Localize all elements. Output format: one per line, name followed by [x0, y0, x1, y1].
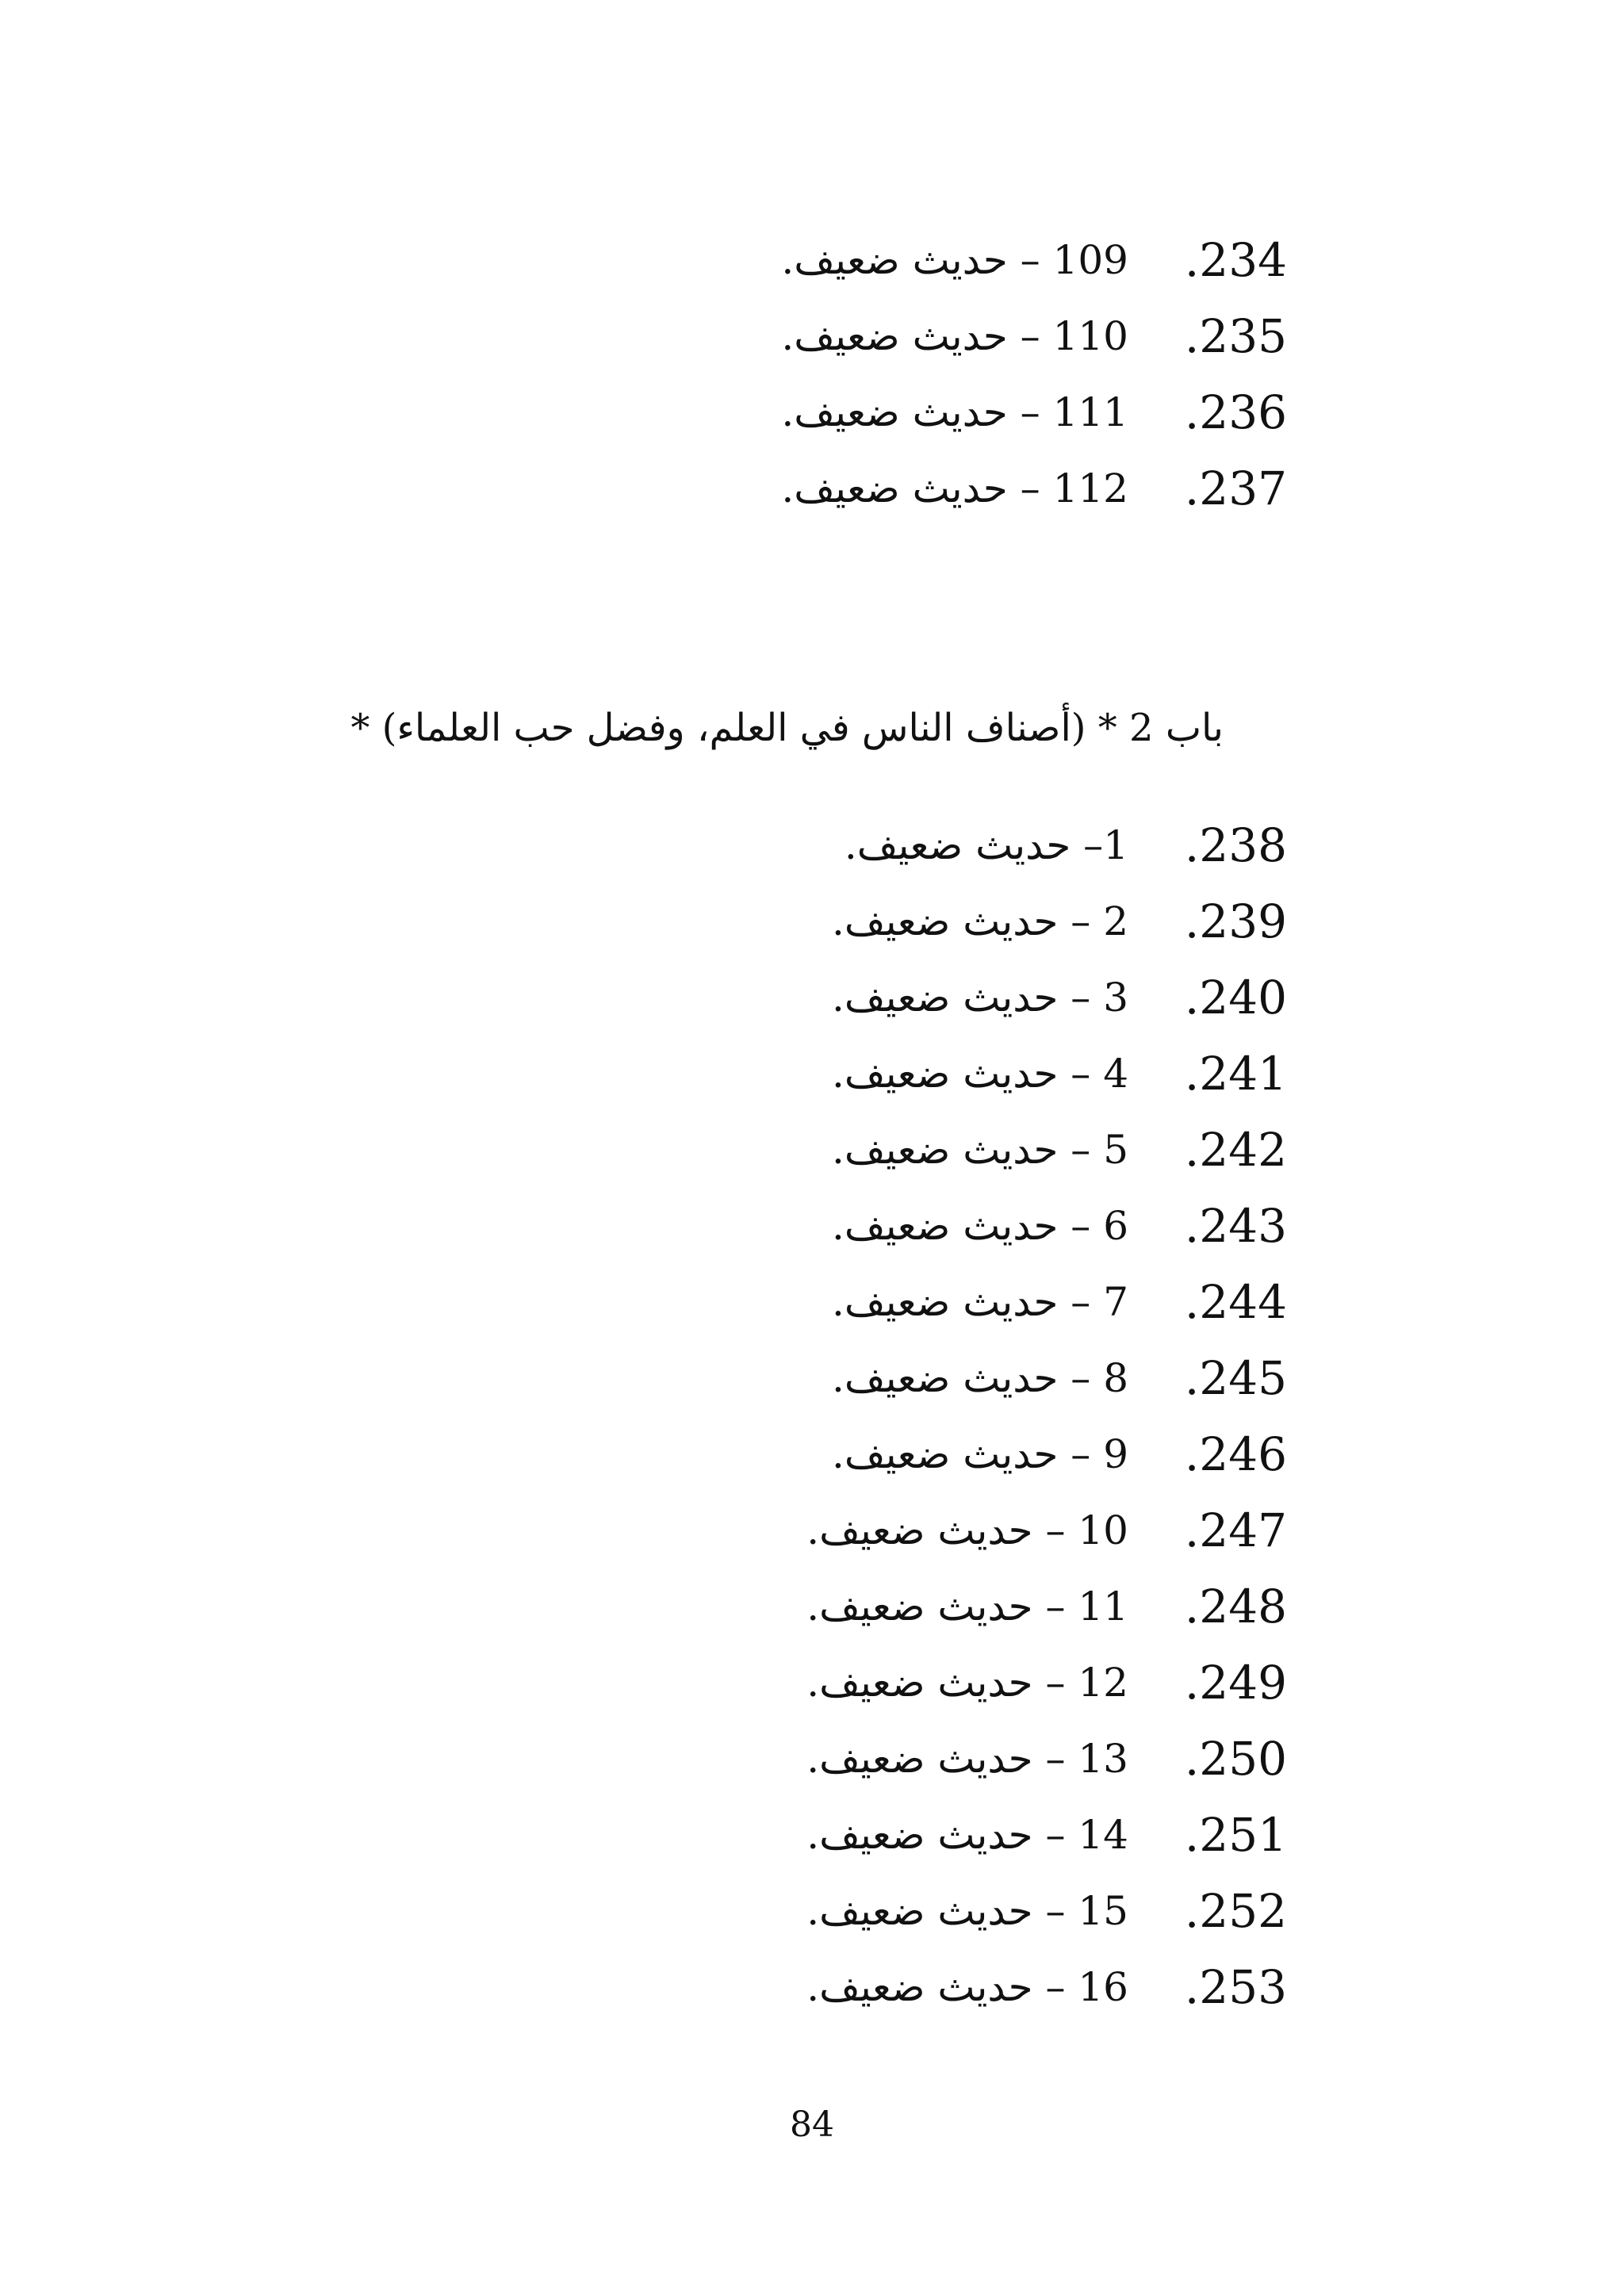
entry-text: 5 – حديث ضعيف.: [832, 1127, 1128, 1173]
entry-text: 10 – حديث ضعيف.: [806, 1507, 1128, 1553]
entry-text: 4 – حديث ضعيف.: [832, 1051, 1128, 1097]
list-item: [0, 1957, 1624, 2033]
list-item: [0, 891, 1624, 967]
page-number: 84: [790, 2104, 834, 2145]
entry-number: .238: [1184, 818, 1287, 872]
entry-number: .242: [1184, 1123, 1287, 1177]
list-item: [0, 1120, 1624, 1196]
entry-text: 109 – حديث ضعيف.: [781, 237, 1128, 283]
entry-text: 110 – حديث ضعيف.: [781, 313, 1128, 359]
list-item: [0, 1196, 1624, 1272]
entry-text: 15 – حديث ضعيف.: [806, 1888, 1128, 1934]
list-item: [0, 382, 1624, 458]
entry-number: .236: [1184, 385, 1287, 439]
list-item: [0, 1576, 1624, 1653]
list-item: [0, 1272, 1624, 1348]
list-item: [0, 1881, 1624, 1957]
entry-text: 12 – حديث ضعيف.: [806, 1660, 1128, 1706]
entry-number: .235: [1184, 309, 1287, 363]
list-item: [0, 1729, 1624, 1805]
entry-text: 2 – حديث ضعيف.: [832, 898, 1128, 944]
entry-text: 7 – حديث ضعيف.: [832, 1279, 1128, 1325]
entry-number: .247: [1184, 1503, 1287, 1557]
entry-text: 14 – حديث ضعيف.: [806, 1812, 1128, 1858]
entry-text: 112 – حديث ضعيف.: [781, 465, 1128, 511]
entry-list-bottom: [0, 815, 1624, 2033]
entry-number: .253: [1184, 1960, 1287, 2014]
entry-number: .243: [1184, 1199, 1287, 1253]
chapter-heading: باب 2 * (أصناف الناس في العلم، وفضل حب العلماء) *: [350, 706, 1224, 750]
entry-text: 1– حديث ضعيف.: [844, 822, 1128, 868]
entry-text: 8 – حديث ضعيف.: [832, 1355, 1128, 1401]
entry-number: .245: [1184, 1351, 1287, 1405]
entry-number: .251: [1184, 1808, 1287, 1862]
list-item: [0, 1500, 1624, 1576]
entry-number: .237: [1184, 461, 1287, 515]
entry-number: .240: [1184, 971, 1287, 1024]
entry-list-top: [0, 230, 1624, 534]
entry-text: 11 – حديث ضعيف.: [806, 1584, 1128, 1630]
entry-text: 9 – حديث ضعيف.: [832, 1431, 1128, 1477]
entry-text: 3 – حديث ضعيف.: [832, 975, 1128, 1021]
entry-text: 13 – حديث ضعيف.: [806, 1736, 1128, 1782]
list-item: [0, 815, 1624, 891]
entry-number: .248: [1184, 1580, 1287, 1633]
entry-number: .246: [1184, 1427, 1287, 1481]
entry-text: 111 – حديث ضعيف.: [781, 389, 1128, 435]
entry-number: .241: [1184, 1047, 1287, 1101]
list-item: [0, 967, 1624, 1044]
list-item: [0, 1653, 1624, 1729]
list-item: [0, 230, 1624, 306]
list-item: [0, 1805, 1624, 1881]
entry-number: .244: [1184, 1275, 1287, 1329]
entry-number: .250: [1184, 1732, 1287, 1786]
entry-number: .249: [1184, 1656, 1287, 1710]
list-item: [0, 1044, 1624, 1120]
entry-number: .234: [1184, 233, 1287, 287]
list-item: [0, 1348, 1624, 1424]
list-item: [0, 306, 1624, 382]
entry-number: .252: [1184, 1884, 1287, 1938]
entry-text: 16 – حديث ضعيف.: [806, 1964, 1128, 2010]
entry-text: 6 – حديث ضعيف.: [832, 1203, 1128, 1249]
list-item: [0, 458, 1624, 534]
entry-number: .239: [1184, 894, 1287, 948]
list-item: [0, 1424, 1624, 1500]
